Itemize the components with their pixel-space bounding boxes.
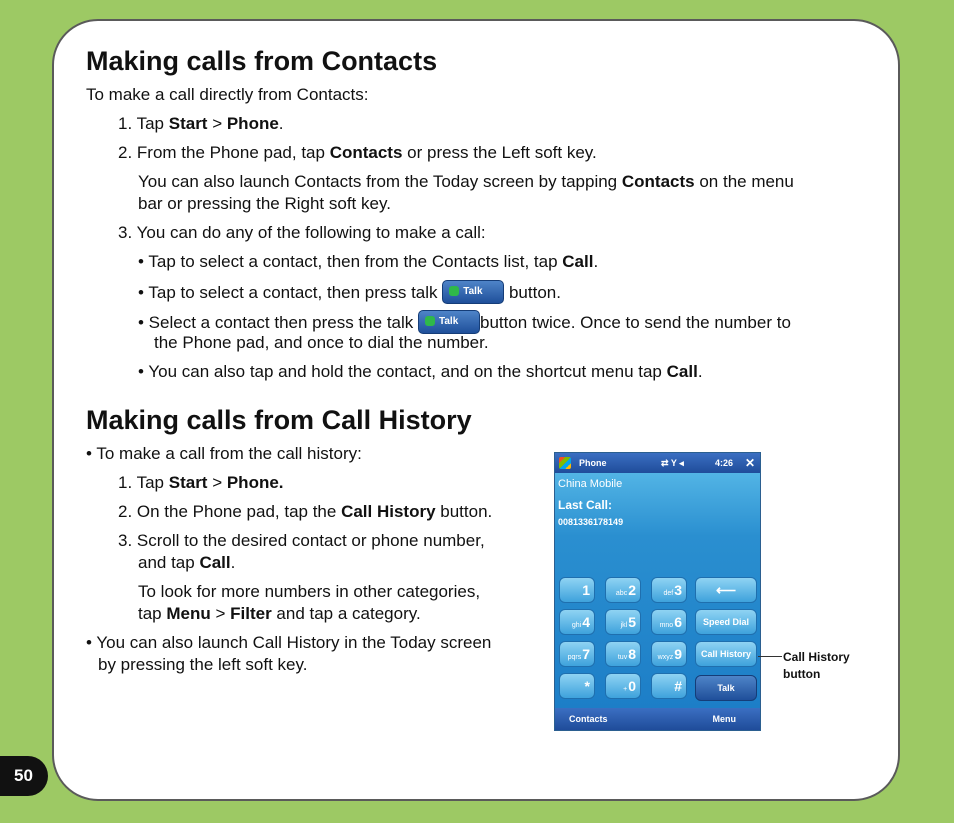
phone-icon: [425, 316, 435, 326]
keypad-key: ghi4: [559, 609, 595, 635]
contacts-step-3: 3. You can do any of the following to make a call:: [118, 223, 486, 242]
talk-button: Talk: [695, 675, 757, 701]
keypad-key: *: [559, 673, 595, 699]
history-bullet-line2: by pressing the left soft key.: [98, 655, 308, 674]
history-step-1: 1. Tap Start > Phone.: [118, 473, 284, 492]
backspace-icon: ⟵: [695, 577, 757, 603]
keypad-key: mno6: [651, 609, 687, 635]
history-intro: • To make a call from the call history:: [86, 444, 362, 463]
call-history-button: Call History: [695, 641, 757, 667]
contacts-bullet-4: • You can also tap and hold the contact, and on the shortcut menu tap Call.: [138, 362, 703, 381]
section-title-contacts: Making calls from Contacts: [86, 46, 438, 76]
contacts-note-line1: You can also launch Contacts from the Today screen by tapping Contacts on the menu: [138, 172, 794, 191]
keypad-key: pqrs7: [559, 641, 595, 667]
last-call-label: Last Call:: [558, 498, 613, 512]
callout-line: [758, 656, 782, 657]
talk-button-image: Talk: [442, 280, 504, 304]
history-bullet-line1: • You can also launch Call History in the Today screen: [86, 633, 492, 652]
close-icon: ✕: [745, 456, 756, 470]
history-note-line1: To look for more numbers in other categories,: [138, 582, 481, 601]
section-title-call-history: Making calls from Call History: [86, 405, 472, 435]
keypad-key: tuv8: [605, 641, 641, 667]
history-step-3: 3. Scroll to the desired contact or phone number,: [118, 531, 485, 550]
contacts-bullet-3: • Select a contact then press the talk Talk button twice. Once to send the number to: [138, 310, 791, 334]
contacts-note-line2: bar or pressing the Right soft key.: [138, 194, 391, 213]
keypad-key: abc2: [605, 577, 641, 603]
phone-screenshot: [554, 452, 761, 731]
callout-label: Call History button: [783, 650, 850, 681]
phone-title-bar: Phone ⇄ Y ◂ 4:26 ✕: [555, 453, 760, 473]
contacts-intro: To make a call directly from Contacts:: [86, 85, 369, 104]
contacts-step-2: 2. From the Phone pad, tap Contacts or press the Left soft key.: [118, 143, 597, 162]
last-call-number: 0081336178149: [558, 517, 624, 527]
keypad-key: 1: [559, 577, 595, 603]
contacts-step-1: 1. Tap Start > Phone.: [118, 114, 284, 133]
status-icons: ⇄ Y ◂: [661, 458, 684, 468]
phone-icon: [449, 286, 459, 296]
keypad-key: +0: [605, 673, 641, 699]
talk-button-image: Talk: [418, 310, 480, 334]
contacts-bullet-3-line2: the Phone pad, and once to dial the number.: [154, 333, 489, 352]
speed-dial-button: Speed Dial: [695, 609, 757, 635]
keypad-key: wxyz9: [651, 641, 687, 667]
keypad-key: def3: [651, 577, 687, 603]
keypad-key: #: [651, 673, 687, 699]
carrier-name: China Mobile: [558, 478, 623, 490]
history-step-3-line2: and tap Call.: [138, 553, 236, 572]
keypad-key: jkl5: [605, 609, 641, 635]
windows-flag-icon: [559, 457, 571, 469]
history-note-line2: tap Menu > Filter and tap a category.: [138, 604, 421, 623]
page-number: 50: [0, 756, 48, 796]
contacts-bullet-2: • Tap to select a contact, then press talk Talk button.: [138, 280, 561, 304]
history-step-2: 2. On the Phone pad, tap the Call History button.: [118, 502, 493, 521]
contacts-bullet-1: • Tap to select a contact, then from the Contacts list, tap Call.: [138, 252, 599, 271]
phone-soft-key-bar: Contacts Menu: [555, 708, 760, 730]
